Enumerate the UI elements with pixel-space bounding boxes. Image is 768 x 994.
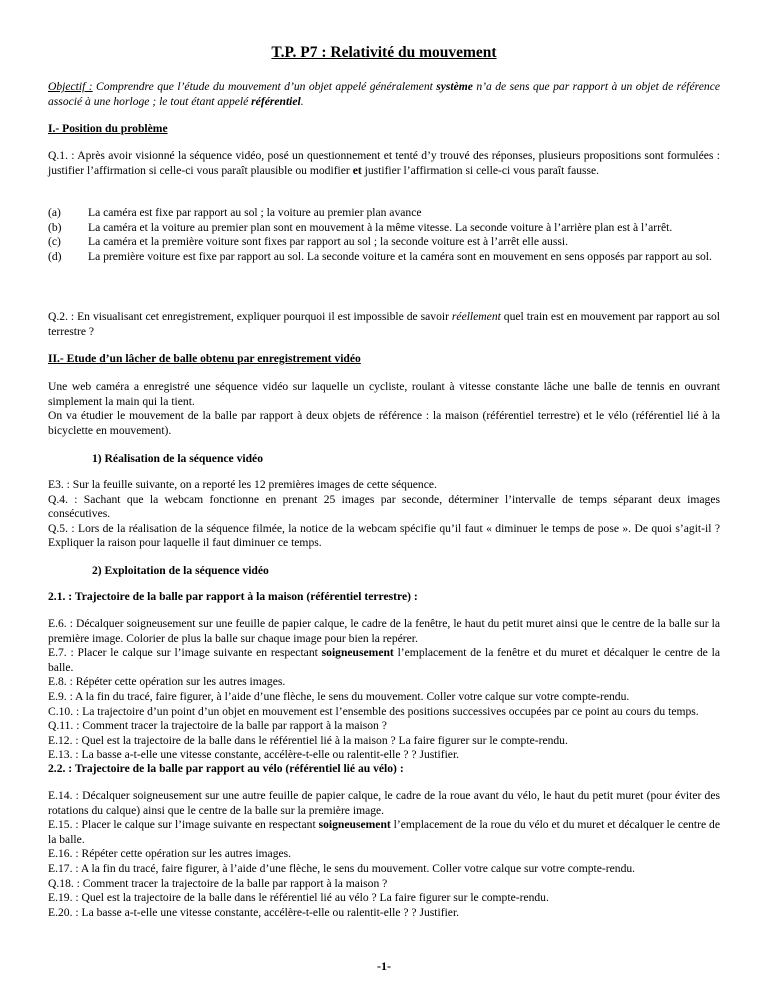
e15-bold-word: soigneusement bbox=[318, 818, 391, 832]
question-q1 bbox=[48, 149, 720, 178]
part-2-1-body bbox=[48, 617, 720, 763]
item-e12: E.12. : Quel est la trajectoire de la balle dans le référentiel lié à la maison ? La faire figurer sur le compte-rendu. bbox=[48, 733, 568, 747]
item-e17: E.17. : A la fin du tracé, faire figurer, à l’aide d’une flèche, le sens du mouvement. Coller votre calque sur votre compte-rendu. bbox=[48, 861, 636, 875]
item-e9: E.9. : A la fin du tracé, faire figurer, à l’aide d’une flèche, le sens du mouvement. Coller votre calque sur votre compte-rendu. bbox=[48, 689, 630, 703]
heading-2-2 bbox=[48, 762, 720, 777]
item-e3: E3. : Sur la feuille suivante, on a reporté les 12 premières images de cette séquence. bbox=[48, 478, 437, 491]
e7-bold-word: soigneusement bbox=[321, 646, 394, 660]
proposition-text: La première voiture est fixe par rapport au sol. La seconde voiture et la caméra sont en mouvement en sens opposés par rapport au sol. bbox=[88, 249, 712, 263]
section-1-heading-text: I.- Position du problème bbox=[48, 122, 168, 135]
item-e13: E.13. : La basse a-t-elle une vitesse constante, accélère-t-elle ou ralentit-elle ? ? Justifier. bbox=[48, 748, 460, 762]
objective-text-2: n’a de sens que par rapport à un objet de référence associé à une horloge ; le tout étant appelé bbox=[48, 80, 720, 108]
section-2-heading-text: II.- Etude d’un lâcher de balle obtenu par enregistrement vidéo bbox=[48, 352, 361, 365]
heading-2-1-text: 2.1. : Trajectoire de la balle par rapport à la maison (référentiel terrestre) : bbox=[48, 590, 418, 603]
item-e15 bbox=[48, 818, 720, 847]
question-q2 bbox=[48, 310, 720, 339]
part-2-2-body bbox=[48, 789, 720, 920]
item-e8: E.8. : Répéter cette opération sur les autres images. bbox=[48, 675, 286, 689]
e15-text-2: l’emplacement de la roue du vélo et du muret et décalquer le centre de la balle. bbox=[48, 818, 720, 846]
heading-2-1 bbox=[48, 590, 720, 605]
proposition-label: (d) bbox=[48, 249, 62, 263]
item-q5: Q.5. : Lors de la réalisation de la séquence filmée, la notice de la webcam spécifie qu’il faut « diminuer le temps de pose ». De quoi s’agit-il ? Expliquer la raison pour laquelle il faut diminuer ce temps. bbox=[48, 521, 720, 550]
page-title: T.P. P7 : Relativité du mouvement bbox=[271, 44, 497, 61]
objective-keyword-referential: référentiel bbox=[251, 94, 301, 108]
subsection-1-text: 1) Réalisation de la séquence vidéo bbox=[92, 452, 264, 465]
heading-2-2-text: 2.2. : Trajectoire de la balle par rapport au vélo (référentiel lié au vélo) : bbox=[48, 762, 404, 775]
objective-text-1: Comprendre que l’étude du mouvement d’un objet appelé généralement bbox=[92, 80, 437, 93]
proposition-label: (a) bbox=[48, 206, 61, 219]
proposition-label: (c) bbox=[48, 235, 61, 249]
proposition-item bbox=[48, 206, 720, 221]
proposition-item bbox=[48, 250, 720, 265]
proposition-text: La caméra et la voiture au premier plan sont en mouvement à la même vitesse. La seconde voiture à l’arrière plan est à l’arrêt. bbox=[88, 220, 673, 234]
proposition-list bbox=[48, 206, 720, 264]
item-q11: Q.11. : Comment tracer la trajectoire de la balle par rapport à la maison ? bbox=[48, 719, 387, 733]
q2-italic-word: réellement bbox=[451, 310, 501, 323]
e7-text-2: l’emplacement de la fenêtre et du muret et décalquer le centre de la balle. bbox=[48, 646, 720, 674]
proposition-label: (b) bbox=[48, 220, 62, 234]
intro-line-1: Une web caméra a enregistré une séquence vidéo sur laquelle un cycliste, roulant à vitesse constante lâche une balle de tennis en ouvrant simplement la main qui la tient. bbox=[48, 380, 720, 408]
proposition-text: La caméra et la première voiture sont fixes par rapport au sol ; la seconde voiture est à l’arrêt elle aussi. bbox=[88, 235, 568, 249]
subsection-2-text: 2) Exploitation de la séquence vidéo bbox=[92, 564, 269, 577]
subsection-2-heading bbox=[48, 564, 720, 579]
item-c10: C.10. : La trajectoire d’un point d’un objet en mouvement est l’ensemble des positions successives occupées par ce point au cours du temps. bbox=[48, 704, 699, 718]
item-e19: E.19. : Quel est la trajectoire de la balle dans le référentiel lié au vélo ? La faire figurer sur le compte-rendu. bbox=[48, 891, 549, 905]
q2-text-2: quel train est en mouvement par rapport au sol terrestre ? bbox=[48, 310, 720, 338]
intro-line-2: On va étudier le mouvement de la balle par rapport à deux objets de référence : la maison (référentiel terrestre) et le vélo (référentiel lié à la bicyclette en mouvement). bbox=[48, 409, 720, 437]
subsection-1-body bbox=[48, 478, 720, 551]
section-2-heading bbox=[48, 352, 720, 367]
item-e14: E.14. : Décalquer soigneusement sur une autre feuille de papier calque, le cadre de la roue avant du vélo, le haut du petit muret (pour éviter des rotations du calque) ainsi que le centre de la balle sur la première image. bbox=[48, 789, 720, 817]
subsection-1-heading bbox=[48, 452, 720, 467]
objective-paragraph bbox=[48, 80, 720, 109]
objective-keyword-system: système bbox=[436, 80, 473, 93]
item-e6: E.6. : Décalquer soigneusement sur une feuille de papier calque, le cadre de la fenêtre, le haut du petit muret ainsi que le centre de la balle sur la première image. Colorier de plus la balle sur chaque image pour bien la repérer. bbox=[48, 617, 720, 645]
q1-text-et: et bbox=[352, 163, 362, 177]
objective-text-3: . bbox=[300, 94, 304, 108]
objective-label: Objectif : bbox=[48, 80, 93, 93]
proposition-item bbox=[48, 221, 720, 236]
intro-paragraph bbox=[48, 380, 720, 438]
proposition-text: La caméra est fixe par rapport au sol ; la voiture au premier plan avance bbox=[88, 206, 422, 219]
e15-text-1: E.15. : Placer le calque sur l’image suivante en respectant bbox=[48, 818, 319, 832]
item-q18: Q.18. : Comment tracer la trajectoire de la balle par rapport à la maison ? bbox=[48, 876, 388, 890]
e7-text-1: E.7. : Placer le calque sur l’image suivante en respectant bbox=[48, 646, 322, 660]
item-e7 bbox=[48, 646, 720, 675]
item-e16: E.16. : Répéter cette opération sur les autres images. bbox=[48, 847, 292, 861]
q2-text-1: Q.2. : En visualisant cet enregistrement, expliquer pourquoi il est impossible de savoir bbox=[48, 310, 452, 323]
q1-text-2: justifier l’affirmation si celle-ci vous paraît fausse. bbox=[361, 163, 600, 177]
item-q4: Q.4. : Sachant que la webcam fonctionne en prenant 25 images par seconde, déterminer l’intervalle de temps séparant deux images consécutives. bbox=[48, 492, 720, 521]
q1-text-1: Q.1. : Après avoir visionné la séquence vidéo, posé un questionnement et tenté d’y trouvé des réponses, plusieurs propositions sont formulées : justifier l’affirmation si celle-ci vous paraît plausible ou modifier bbox=[48, 149, 720, 177]
item-e20: E.20. : La basse a-t-elle une vitesse constante, accélère-t-elle ou ralentit-elle ? ? Justifier. bbox=[48, 905, 460, 919]
page-number: -1- bbox=[377, 959, 391, 973]
section-1-heading bbox=[48, 122, 720, 137]
proposition-item bbox=[48, 235, 720, 250]
